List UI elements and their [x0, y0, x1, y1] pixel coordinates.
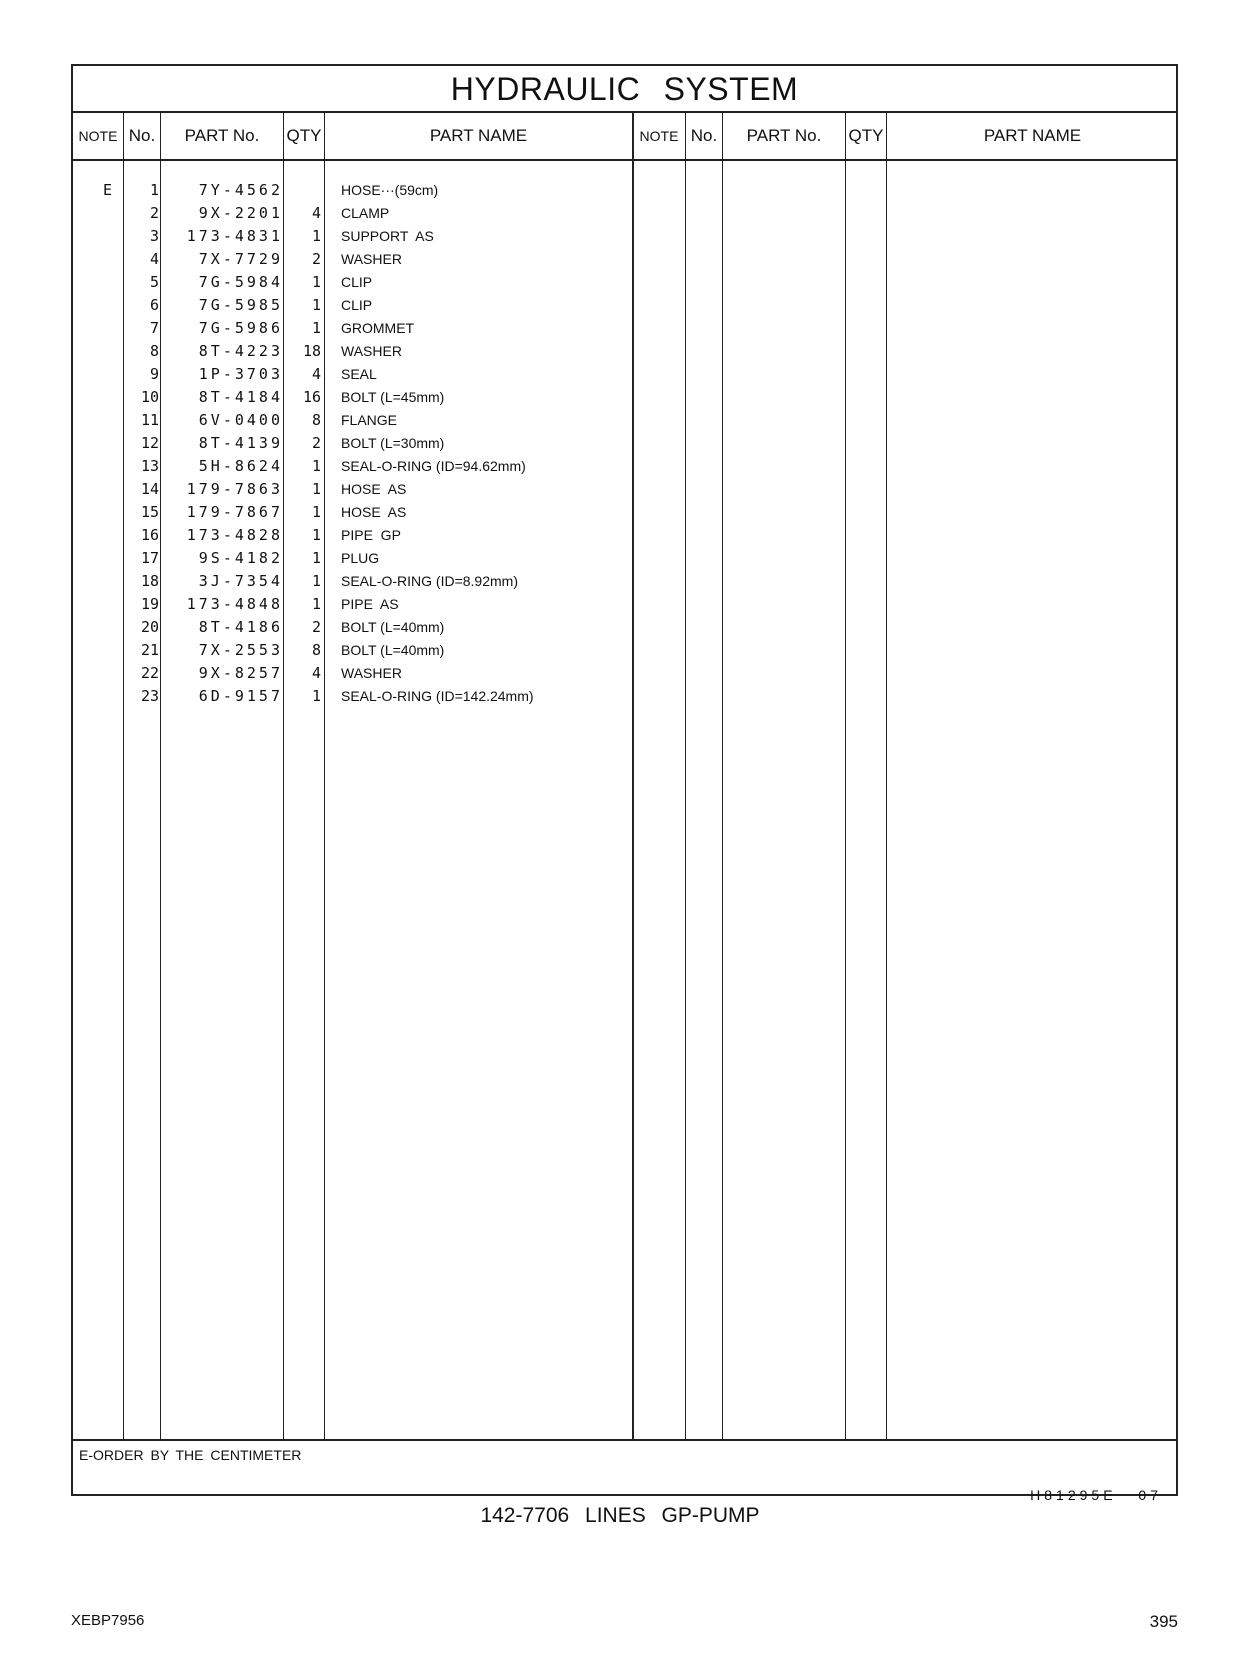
part-number-cell: 8T-4223 [198, 342, 283, 360]
part-number-cell: 179-7867 [186, 503, 283, 521]
part-number-cell: 6D-9157 [198, 687, 283, 705]
quantity-cell: 1 [311, 526, 321, 544]
quantity-cell: 1 [311, 296, 321, 314]
table-row [73, 570, 1176, 593]
page-title: HYDRAULIC SYSTEM [450, 71, 799, 107]
part-name-cell: WASHER [341, 665, 402, 681]
part-number-cell: 8T-4184 [198, 388, 283, 406]
item-number-cell: 1 [149, 181, 159, 199]
part-number-cell: 5H-8624 [198, 457, 283, 475]
part-name-cell: CLAMP [341, 205, 390, 221]
quantity-cell: 1 [311, 572, 321, 590]
item-number-cell: 11 [140, 411, 159, 429]
part-number-cell: 7G-5984 [198, 273, 283, 291]
part-number-cell: 7X-2553 [198, 641, 283, 659]
item-number-cell: 4 [149, 250, 159, 268]
table-row [73, 662, 1176, 685]
parts-list-frame [71, 64, 1178, 1503]
item-number-cell: 22 [140, 664, 159, 682]
item-number-cell: 5 [149, 273, 159, 291]
quantity-cell: 4 [311, 664, 321, 682]
part-number-cell: 7G-5986 [198, 319, 283, 337]
quantity-cell: 4 [311, 365, 321, 383]
part-name-cell: PIPE AS [341, 596, 399, 612]
table-row [73, 248, 1176, 271]
quantity-cell: 1 [311, 687, 321, 705]
quantity-cell: 8 [311, 411, 321, 429]
table-row [73, 363, 1176, 386]
item-number-cell: 21 [140, 641, 159, 659]
item-number-cell: 16 [140, 526, 159, 544]
quantity-cell: 18 [302, 342, 321, 360]
part-name-cell: FLANGE [341, 412, 398, 428]
table-row [73, 616, 1176, 639]
quantity-cell: 1 [311, 595, 321, 613]
quantity-cell: 1 [311, 480, 321, 498]
item-number-cell: 2 [149, 204, 159, 222]
document-code: XEBP7956 [71, 1612, 145, 1629]
part-name-cell: BOLT (L=30mm) [341, 435, 445, 451]
part-number-cell: 179-7863 [186, 480, 283, 498]
table-row [73, 317, 1176, 340]
part-number-cell: 7Y-4562 [198, 181, 283, 199]
header-part-no: PART No. [184, 126, 260, 145]
item-number-cell: 14 [140, 480, 159, 498]
item-number-cell: 10 [140, 388, 159, 406]
table-row [73, 639, 1176, 662]
part-name-cell: BOLT (L=40mm) [341, 642, 445, 658]
table-row [73, 455, 1176, 478]
part-number-cell: 1P-3703 [198, 365, 283, 383]
part-name-cell: WASHER [341, 251, 402, 267]
header-part-name: PART NAME [429, 126, 528, 145]
part-number-cell: 7G-5985 [198, 296, 283, 314]
part-name-cell: SEAL [341, 366, 377, 382]
item-number-cell: 13 [140, 457, 159, 475]
quantity-cell: 1 [311, 227, 321, 245]
header-no: No. [128, 126, 156, 145]
part-name-cell: BOLT (L=45mm) [341, 389, 445, 405]
item-number-cell: 6 [149, 296, 159, 314]
part-name-cell: SEAL-O-RING (ID=142.24mm) [341, 688, 534, 704]
header-note-right: NOTE [639, 128, 679, 144]
item-number-cell: 8 [149, 342, 159, 360]
table-row [73, 432, 1176, 455]
quantity-cell: 1 [311, 457, 321, 475]
quantity-cell: 1 [311, 503, 321, 521]
part-name-cell: BOLT (L=40mm) [341, 619, 445, 635]
part-name-cell: WASHER [341, 343, 402, 359]
item-number-cell: 7 [149, 319, 159, 337]
notes-area [73, 1439, 1176, 1503]
reference-code: H81295E 07 [1030, 1487, 1162, 1503]
part-name-cell: PLUG [341, 550, 380, 566]
table-row [73, 271, 1176, 294]
header-no-right: No. [690, 126, 718, 145]
table-row [73, 685, 1176, 708]
table-row [73, 202, 1176, 225]
title-bar [73, 66, 1176, 113]
item-number-cell: 12 [140, 434, 159, 452]
table-row [73, 409, 1176, 432]
header-note: NOTE [78, 128, 118, 144]
note-cell: E [103, 181, 113, 199]
part-name-cell: CLIP [341, 297, 373, 313]
item-number-cell: 19 [140, 595, 159, 613]
quantity-cell: 2 [311, 434, 321, 452]
part-number-cell: 173-4831 [186, 227, 283, 245]
part-number-cell: 8T-4139 [198, 434, 283, 452]
item-number-cell: 18 [140, 572, 159, 590]
part-number-cell: 173-4848 [186, 595, 283, 613]
part-name-cell: SEAL-O-RING (ID=8.92mm) [341, 573, 518, 589]
table-row [73, 340, 1176, 363]
part-number-cell: 7X-7729 [198, 250, 283, 268]
part-name-cell: SUPPORT AS [341, 228, 434, 244]
item-number-cell: 9 [149, 365, 159, 383]
table-row [73, 501, 1176, 524]
table-row [73, 225, 1176, 248]
table-row [73, 524, 1176, 547]
part-number-cell: 3J-7354 [198, 572, 283, 590]
part-number-cell: 9X-2201 [198, 204, 283, 222]
part-name-cell: HOSE···(59cm) [341, 182, 439, 198]
part-number-cell: 8T-4186 [198, 618, 283, 636]
part-number-cell: 6V-0400 [198, 411, 283, 429]
table-row [73, 294, 1176, 317]
quantity-cell: 1 [311, 549, 321, 567]
item-number-cell: 15 [140, 503, 159, 521]
header-part-no-right: PART No. [746, 126, 822, 145]
header-qty-right: QTY [848, 126, 884, 145]
quantity-cell: 2 [311, 250, 321, 268]
group-caption: 142-7706 LINES GP-PUMP [480, 1504, 760, 1527]
quantity-cell: 16 [302, 388, 321, 406]
table-row [73, 478, 1176, 501]
part-name-cell: CLIP [341, 274, 373, 290]
quantity-cell: 1 [311, 319, 321, 337]
part-name-cell: HOSE AS [341, 504, 407, 520]
header-qty: QTY [286, 126, 322, 145]
part-name-cell: GROMMET [341, 320, 415, 336]
item-number-cell: 20 [140, 618, 159, 636]
quantity-cell: 2 [311, 618, 321, 636]
quantity-cell: 1 [311, 273, 321, 291]
part-name-cell: PIPE GP [341, 527, 401, 543]
table-row [73, 179, 1176, 202]
table-row [73, 593, 1176, 616]
header-part-name-right: PART NAME [983, 126, 1082, 145]
part-number-cell: 9S-4182 [198, 549, 283, 567]
part-number-cell: 9X-8257 [198, 664, 283, 682]
item-number-cell: 3 [149, 227, 159, 245]
table-row [73, 547, 1176, 570]
item-number-cell: 23 [140, 687, 159, 705]
column-header-row [73, 113, 1176, 161]
part-name-cell: HOSE AS [341, 481, 407, 497]
quantity-cell: 8 [311, 641, 321, 659]
part-name-cell: SEAL-O-RING (ID=94.62mm) [341, 458, 526, 474]
quantity-cell: 4 [311, 204, 321, 222]
page-number: 395 [1149, 1612, 1178, 1631]
table-row [73, 386, 1176, 409]
item-number-cell: 17 [140, 549, 159, 567]
footnote: E-ORDER BY THE CENTIMETER [79, 1447, 302, 1463]
part-number-cell: 173-4828 [186, 526, 283, 544]
